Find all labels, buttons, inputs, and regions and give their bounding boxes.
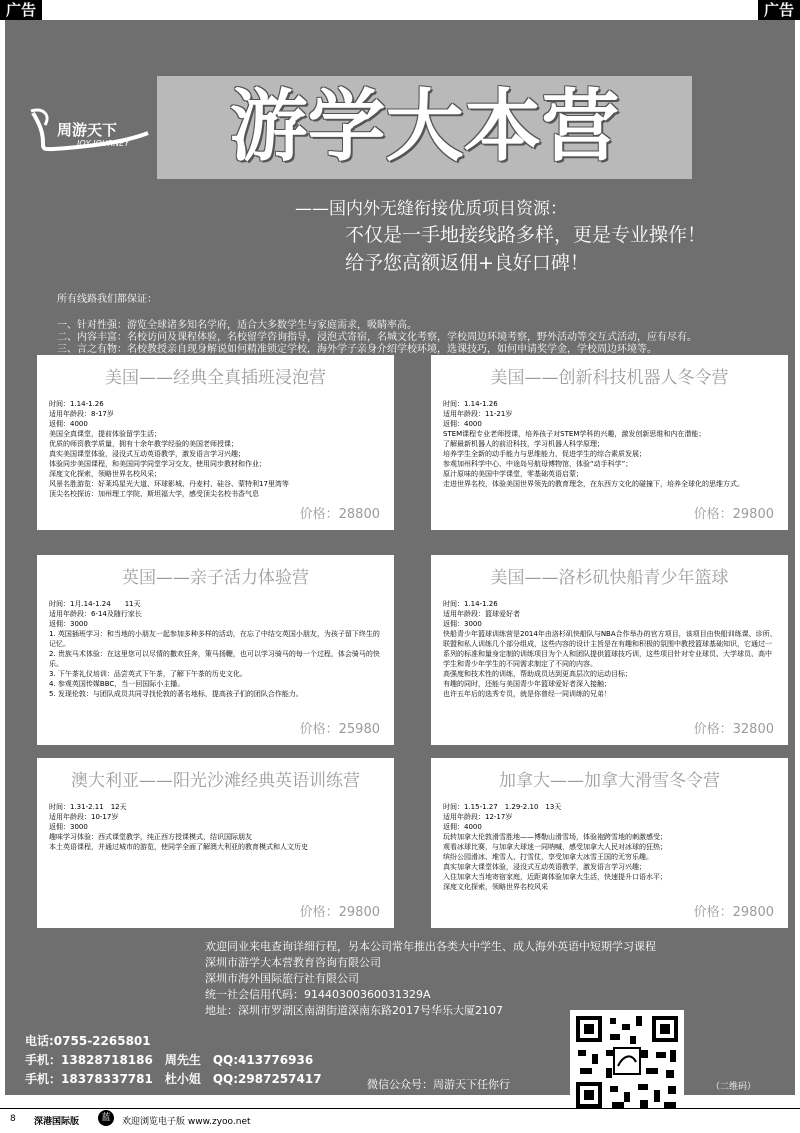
- card-line: 返佣：4000: [443, 420, 482, 428]
- card-line: 美国全真课堂，提前体验留学生活；: [49, 430, 161, 438]
- slogan-2: 不仅是一手地接线路多样，更是专业操作！: [345, 224, 707, 246]
- card-body: [443, 802, 778, 892]
- card-line: STEM课程专业老师授课，培养孩子对STEM学科的兴趣，激发创新思维和内在潜能；: [443, 430, 706, 438]
- card-line: 时间：1.14-1.26: [443, 400, 498, 408]
- card-line: 返佣：4000: [443, 823, 482, 831]
- ad-panel: [5, 20, 795, 1095]
- card-line: 参观加州科学中心、中途岛号航母博物馆，体验“动手科学”；: [443, 460, 633, 468]
- tour-card-australia[interactable]: [37, 758, 394, 928]
- card-title: 美国——经典全真插班浸泡营: [105, 368, 326, 388]
- card-body: [443, 399, 778, 489]
- card-line: 时间：1.14-1.26: [443, 600, 498, 608]
- card-price: 价格：25980: [299, 722, 380, 737]
- card-line: 趣味学习体验：西式课堂教学，纯正西方授课模式，结识国际朋友: [49, 833, 252, 841]
- card-price: 价格：29800: [693, 905, 774, 920]
- site-link[interactable]: 欢迎浏览电子版 www.zyoo.net: [122, 1117, 251, 1127]
- card-body: [49, 802, 384, 852]
- card-body: [49, 599, 384, 699]
- card-line: 培养学生全新的动手能力与思维能力，促进学生的综合素质发展；: [443, 450, 646, 458]
- tour-card-canada-ski[interactable]: [431, 758, 788, 928]
- card-line: 入住加拿大当地寄宿家庭，近距离体验加拿大生活，快速提升口语水平；: [443, 873, 667, 881]
- card-line: 快船青少年篮球训练营是2014年由洛杉矶快船队与NBA合作举办的官方项目，该项目由快船训练课、诊所、联盟和私人训练几个部分组成，这些内容的设计主旨是在有趣和积极的氛围中教授篮球基础知识，它通过一系列的标准和量身定制的训练项目为个人和团队提供篮球技巧训，这些项目针对专业球员、大学球员、高中学生和青少年学生的不同需求制定了不同的内容。: [443, 630, 777, 668]
- card-line: 3. 下午茶礼仪培训：品尝英式下午茶，了解下午茶的历史文化。: [49, 670, 247, 678]
- card-line: 适用年龄段：篮球爱好者: [443, 610, 520, 618]
- card-line: 体验同步美国课程，和美国同学同堂学习交友、使用同步教材和作业；: [49, 460, 266, 468]
- card-price: 价格：29800: [299, 905, 380, 920]
- wechat-account: 微信公众号：周游天下任你行: [367, 1078, 510, 1091]
- card-line: 真实加拿大课堂体验，浸没式互动英语教学，激发语言学习兴趣；: [443, 863, 646, 871]
- section-badge: 蓝: [98, 1110, 114, 1126]
- card-line: 优质的师资教学质量，拥有十余年教学经验的美国老师授课；: [49, 440, 238, 448]
- card-line: 顶尖名校探访：加州理工学院、斯坦福大学，感受顶尖名校书香气息: [49, 490, 259, 498]
- card-line: 高强度和技术性的训练，帮助成员达到更高层次的运动目标；: [443, 670, 632, 678]
- card-line: 适用年龄段：11-21岁: [443, 410, 513, 418]
- card-price: 价格：32800: [693, 722, 774, 737]
- slogan-1: ——国内外无缝衔接优质项目资源：: [295, 199, 567, 219]
- brand-name-en: JOY JOURNEY: [77, 139, 130, 148]
- guarantee-item: 三、言之有物：名校教授亲自现身解说如何精准锁定学校，海外学子亲身介绍学校环境，选课技巧，如何申请奖学金，学校周边环境等。: [57, 344, 657, 355]
- contact-mobile-2: 手机：18378337781 杜小姐 QQ:2987257417: [25, 1072, 322, 1086]
- card-title: 美国——创新科技机器人冬令营: [490, 368, 729, 388]
- card-line: 了解最新机器人的前沿科技，学习机器人科学原理；: [443, 440, 604, 448]
- tour-card-usa-basketball[interactable]: [431, 555, 788, 745]
- card-line: 有趣的同时，还能与美国青少年篮球爱好者深入接触；: [443, 680, 611, 688]
- section-name: 深港国际版: [34, 1117, 80, 1127]
- card-line: 也许五年后的选秀专员，就是你曾经一同训练的兄弟！: [443, 690, 611, 698]
- card-body: [49, 399, 384, 499]
- card-line: 适用年龄段：10-17岁: [49, 813, 119, 821]
- tour-card-usa-immersion[interactable]: [37, 355, 394, 530]
- card-title: 加拿大——加拿大滑雪冬令营: [499, 771, 720, 791]
- card-line: 玩转加拿大伦敦滑雪胜地——博勒山滑雪场，体验袍跨雪地的刺激感受；: [443, 833, 667, 841]
- title-box: [157, 76, 692, 179]
- card-line: 深度文化探索，领略世界名校风采: [443, 883, 548, 891]
- page-number: 8: [10, 1114, 16, 1124]
- ad-tag-right: 广告: [758, 0, 800, 20]
- contact-mobile-1: 手机：13828718186 周先生 QQ:413776936: [25, 1053, 314, 1067]
- card-line: 时间：1月.14-1.24 11天: [49, 600, 141, 608]
- page-title: 游学大本营: [229, 82, 620, 172]
- card-title: 美国——洛杉矶快船青少年篮球: [490, 568, 729, 588]
- card-line: 原汁原味的美国中学课堂，零基础英语启蒙；: [443, 470, 583, 478]
- card-line: 观看冰球比赛，与加拿大球迷一同呐喊，感受加拿大人民对冰球的狂热；: [443, 843, 667, 851]
- bottom-bar: [0, 1108, 800, 1133]
- card-line: 时间：1.31-2.11 12天: [49, 803, 127, 811]
- card-line: 走进世界名校，体验美国世界领先的教育理念，在东西方文化的碰撞下，培养全球化的思维方式。: [443, 480, 744, 488]
- card-line: 5. 发现伦敦：与团队成员共同寻找伦敦的著名地标，提高孩子们的团队合作能力。: [49, 690, 303, 698]
- card-line: 时间：1.14-1.26: [49, 400, 104, 408]
- card-line: 深度文化探索，领略世界名校风采；: [49, 470, 161, 478]
- credit-code: 统一社会信用代码：91440300360031329A: [205, 988, 431, 1001]
- company-name-1: 深圳市游学大本营教育咨询有限公司: [205, 956, 381, 969]
- card-line: 返佣：3000: [49, 620, 88, 628]
- guarantee-item: 一、针对性强：游览全球诸多知名学府，适合大多数学生与家庭需求，吸睛率高。: [57, 320, 417, 331]
- card-price: 价格：29800: [693, 507, 774, 522]
- footer-invite: 欢迎同业来电查询详细行程，另本公司常年推出各类大中学生、成人海外英语中短期学习课程: [205, 940, 656, 953]
- qr-code-icon: [570, 1010, 684, 1114]
- card-line: 适用年龄段：12-17岁: [443, 813, 513, 821]
- card-line: 返佣：3000: [49, 823, 88, 831]
- card-line: 返佣：3000: [443, 620, 482, 628]
- card-line: 本土英语课程，并通过城市的游览，使同学全面了解澳大利亚的教育模式和人文历史: [49, 843, 308, 851]
- guarantee-item: 二、内容丰富：名校访问及课程体验，名校留学咨询指导，浸泡式寄宿，名城文化考察，学校周边环境考察，野外活动等交互式活动，应有尽有。: [57, 332, 697, 343]
- card-line: 真实美国课堂体验，浸没式互动英语教学，激发语言学习兴趣；: [49, 450, 245, 458]
- tour-card-usa-robotics[interactable]: [431, 355, 788, 530]
- slogan-3: 给予您高额返佣+良好口碑！: [345, 252, 589, 274]
- card-line: 风景名胜游览：好莱坞星光大道、环球影城、丹麦村、硅谷、蒙特利17里湾等: [49, 480, 289, 488]
- company-address: 地址：深圳市罗湖区南湖街道深南东路2017号华乐大厦2107: [205, 1004, 503, 1017]
- card-line: 返佣：4000: [49, 420, 88, 428]
- contact-phone: 电话:0755-2265801: [25, 1034, 151, 1048]
- company-name-2: 深圳市海外国际旅行社有限公司: [205, 972, 359, 985]
- brand-logo: [23, 105, 153, 155]
- card-price: 价格：28800: [299, 507, 380, 522]
- card-title: 英国——亲子活力体验营: [122, 568, 309, 588]
- card-line: 4. 参观英国传媒BBC，当一回国际小主播。: [49, 680, 185, 688]
- brand-name: 周游天下: [57, 121, 118, 139]
- card-line: 1. 英国插班学习：和当地的小朋友一起参加多种多样的活动，在忘了中结交英国小朋友，为孩子留下终生的记忆。: [49, 630, 380, 648]
- qr-label: （二维码）: [711, 1082, 757, 1092]
- guarantee-title: 所有线路我们都保证：: [57, 294, 157, 305]
- card-line: 缤纷公园滑冰、堆雪人、打雪仗，享受加拿大冰雪王国的无穷乐趣。: [443, 853, 653, 861]
- card-line: 2. 贵族马术体验：在这里您可以尽情的撒欢狂奔，策马扬鞭，也可以学习骑马的每一个过程，体会骑马的快乐。: [49, 650, 380, 668]
- card-body: [443, 599, 778, 699]
- ad-tag-left: 广告: [0, 0, 42, 20]
- card-line: 时间：1.15-1.27 1.29-2.10 13天: [443, 803, 562, 811]
- card-line: 适用年龄段：6-14及随行家长: [49, 610, 142, 618]
- card-line: 适用年龄段：8-17岁: [49, 410, 114, 418]
- tour-card-uk-family[interactable]: [37, 555, 394, 745]
- card-title: 澳大利亚——阳光沙滩经典英语训练营: [71, 771, 360, 791]
